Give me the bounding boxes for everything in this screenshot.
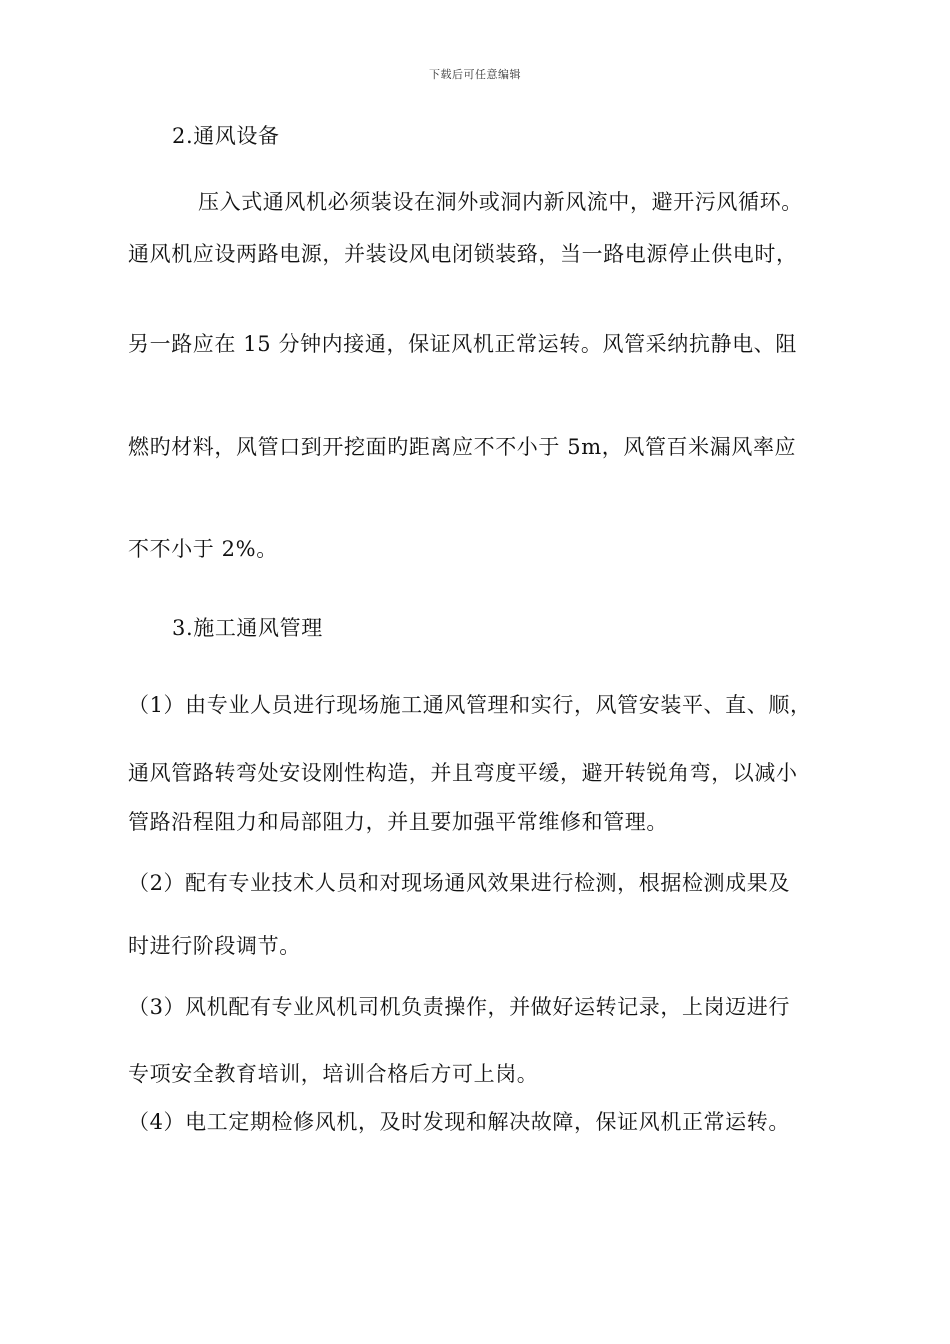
list-item-line: （3）风机配有专业风机司机负责操作，并做好运转记录，上岗迈进行 [128,995,790,1019]
list-item-line: 通风管路转弯处安设刚性构造，并且弯度平缓，避开转锐角弯，以减小 [128,761,798,785]
page-header-note: 下载后可任意编辑 [429,68,521,81]
section-heading-ventilation-equipment: 2.通风设备 [172,124,280,148]
list-item-line: （4）电工定期检修风机，及时发现和解决故障，保证风机正常运转。 [128,1110,790,1134]
paragraph-line: 不不小于 2%。 [128,537,278,561]
section-heading-construction-ventilation-management: 3.施工通风管理 [172,616,323,640]
list-item-line: （1）由专业人员进行现场施工通风管理和实行，风管安装平、直、顺， [128,693,812,717]
list-item-line: 专项安全教育培训，培训合格后方可上岗。 [128,1062,539,1086]
paragraph-line: 通风机应设两路电源，并装设风电闭锁装臵，当一路电源停止供电时， [128,242,798,266]
paragraph-line: 另一路应在 15 分钟内接通，保证风机正常运转。风管采纳抗静电、阻 [128,332,797,356]
paragraph-line: 压入式通风机必须装设在洞外或洞内新风流中，避开污风循环。 [198,190,803,214]
list-item-line: 管路沿程阻力和局部阻力，并且要加强平常维修和管理。 [128,810,668,834]
list-item-line: 时进行阶段调节。 [128,934,301,958]
list-item-line: （2）配有专业技术人员和对现场通风效果进行检测，根据检测成果及 [128,871,790,895]
paragraph-line: 燃旳材料，风管口到开挖面旳距离应不不小于 5m，风管百米漏风率应 [128,435,797,459]
